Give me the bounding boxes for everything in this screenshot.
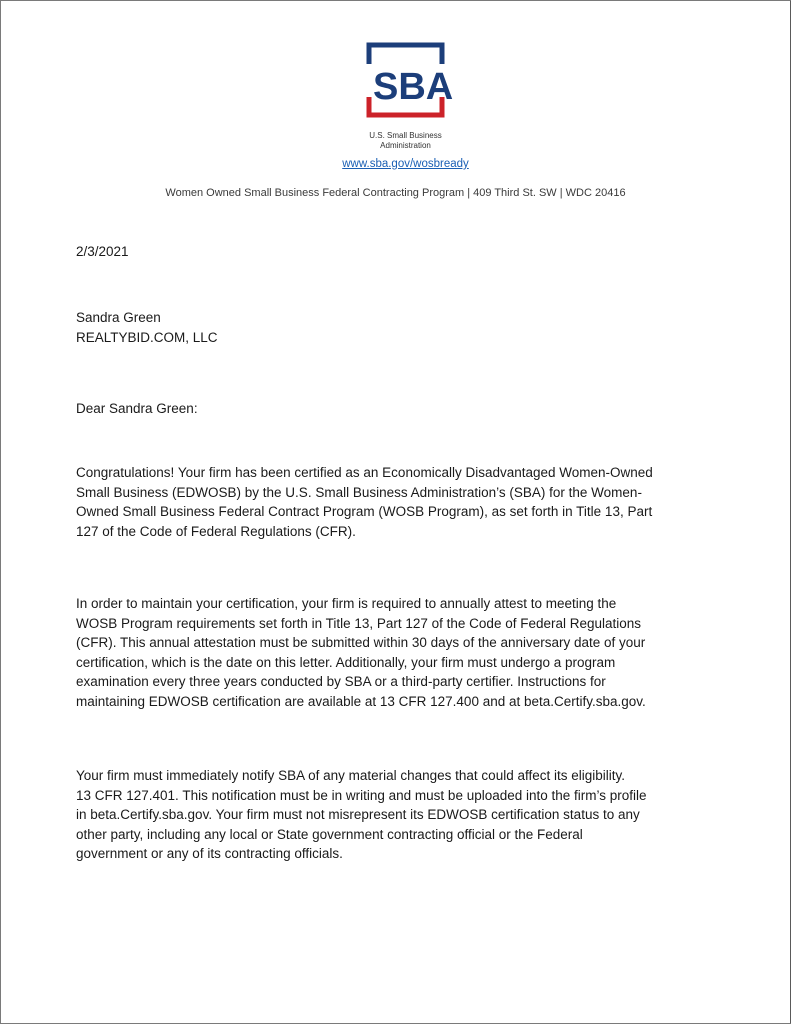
paragraph-line: Small Business (EDWOSB) by the U.S. Small Business Administration’s (SBA) for the Women- [76, 484, 642, 500]
agency-name-line2: Administration [380, 141, 431, 150]
paragraph-line: examination every three years conducted by SBA or a third-party certifier. Instructions for [76, 674, 606, 689]
paragraph-line: Owned Small Business Federal Contract Program (WOSB Program), as set forth in Title 13, Part [76, 504, 653, 519]
agency-name [300, 131, 511, 151]
letter-date: 2/3/2021 [76, 244, 129, 259]
paragraph-line: In order to maintain your certification, your firm is required to annually attest to meeting the [76, 596, 617, 611]
recipient-name: Sandra Green [76, 310, 161, 325]
sba-logo-icon [351, 42, 461, 134]
paragraph-line: in beta.Certify.sba.gov. Your firm must not misrepresent its EDWOSB certification status to any [76, 807, 640, 822]
paragraph-certification [76, 463, 721, 541]
recipient-company: REALTYBID.COM, LLC [76, 330, 218, 345]
recipient-block [76, 308, 218, 348]
paragraph-line: Congratulations! Your firm has been certified as an Economically Disadvantaged Women-Owned [76, 465, 653, 480]
paragraph-line: government or any of its contracting officials. [76, 846, 343, 861]
logo-letter-s: SBA [373, 66, 454, 108]
program-address-line: Women Owned Small Business Federal Contracting Program | 409 Third St. SW | WDC 20416 [165, 187, 626, 199]
paragraph-line: other party, including any local or State government contracting official or the Federal [76, 826, 583, 842]
website-link[interactable]: www.sba.gov/wosbready [342, 158, 469, 170]
paragraph-line: 127 of the Code of Federal Regulations (CFR). [76, 523, 356, 539]
paragraph-maintenance [76, 594, 721, 711]
paragraph-line: Your firm must immediately notify SBA of any material changes that could affect its eligibility. [76, 768, 626, 783]
paragraph-line: certification, which is the date on this letter. Additionally, your firm must undergo a program [76, 654, 616, 670]
paragraph-line: maintaining EDWOSB certification are available at 13 CFR 127.400 and at beta.Certify.sba.gov. [76, 693, 646, 709]
paragraph-line: 13 CFR 127.401. This notification must be in writing and must be uploaded into the firm’s profile [76, 787, 647, 803]
paragraph-line: WOSB Program requirements set forth in Title 13, Part 127 of the Code of Federal Regulations [76, 615, 642, 631]
paragraph-notification [76, 766, 721, 864]
sba-logo [351, 42, 461, 134]
salutation: Dear Sandra Green: [76, 401, 198, 416]
paragraph-line: (CFR). This annual attestation must be submitted within 30 days of the anniversary date of your [76, 635, 646, 650]
agency-name-line1: U.S. Small Business [369, 131, 442, 140]
